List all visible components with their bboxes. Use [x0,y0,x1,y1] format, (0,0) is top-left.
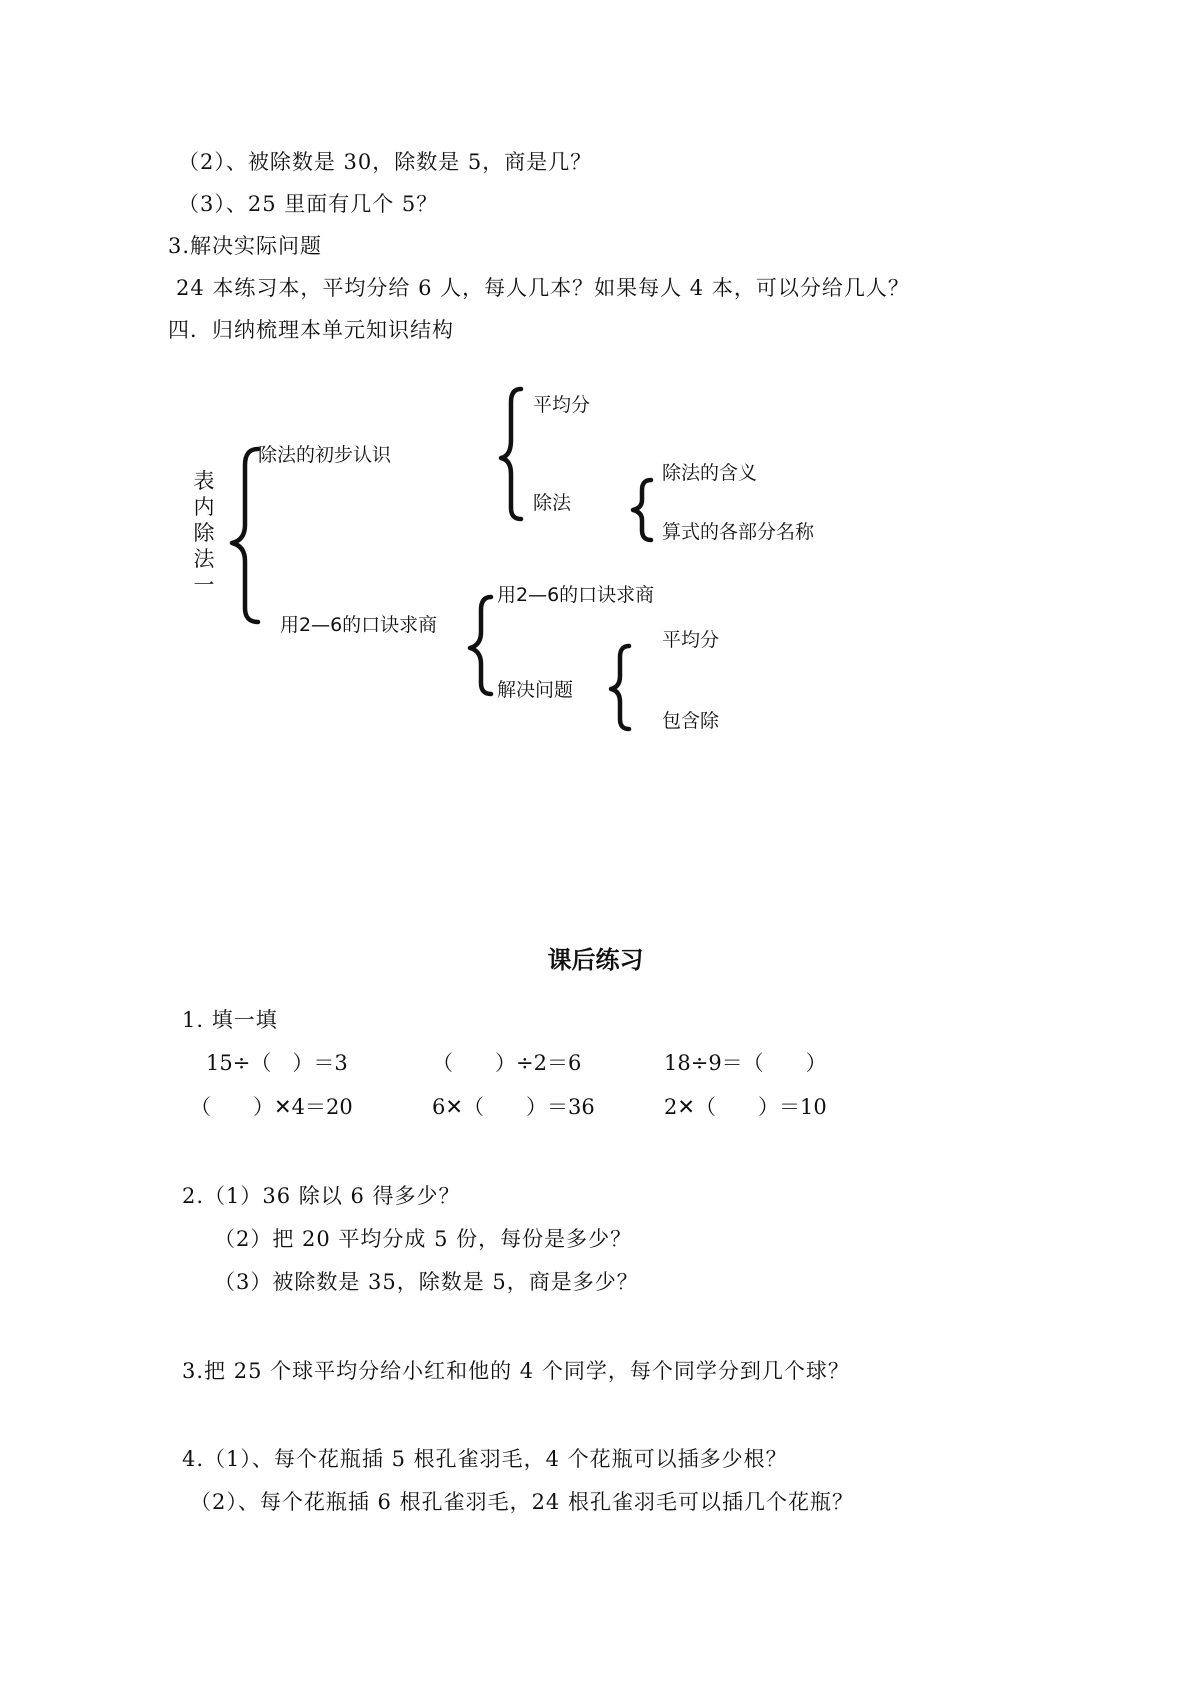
fill-blank-item: 18÷9＝（ ） [664,1051,827,1075]
tree-node: 除法 [533,492,572,514]
question-line: 3.把 25 个球平均分给小红和他的 4 个同学，每个同学分到几个球？ [182,1359,850,1383]
word-problem: 24 本练习本，平均分给 6 人，每人几本？如果每人 4 本，可以分给几人？ [176,276,910,300]
question-line: （2）、每个花瓶插 6 根孔雀羽毛，24 根孔雀羽毛可以插几个花瓶？ [190,1490,854,1514]
question-heading: 1. 填一填 [182,1008,278,1032]
tree-root-char: 表 [193,469,215,493]
problem-solving-brace [611,646,629,729]
section-heading: 四．归纳梳理本单元知识结构 [168,318,454,342]
fill-blank-item: 2✕（ ）＝10 [664,1095,827,1119]
fill-blank-item: 15÷（ ）＝3 [206,1051,348,1075]
tree-root-char: 法 [193,547,215,571]
question-line: 4.（1）、每个花瓶插 5 根孔雀羽毛，4 个花瓶可以插多少根？ [182,1447,788,1471]
tree-branch-label: 用2—6的口诀求商 [280,614,438,636]
tree-node: 平均分 [662,629,720,651]
tree-node: 包含除 [662,710,720,732]
branch1-brace [501,389,521,519]
tree-node: 除法的含义 [662,462,758,484]
division-brace [633,480,651,540]
section-heading: 3.解决实际问题 [168,234,323,258]
page-title: 课后练习 [547,946,644,974]
tree-node: 解决问题 [497,679,574,701]
root-brace [232,449,258,622]
fill-blank-item: （ ）÷2＝6 [432,1051,582,1075]
fill-blank-item: （ ）✕4＝20 [190,1095,353,1119]
tree-root-char: 除 [193,521,215,545]
tree-branch-label: 除法的初步认识 [258,444,392,466]
tree-root-char: 内 [193,495,215,519]
question-line: （3）被除数是 35，除数是 5，商是多少？ [214,1270,639,1294]
question-line: （3）、25 里面有几个 5？ [178,192,439,216]
question-line: （2）把 20 平均分成 5 份，每份是多少？ [214,1227,633,1251]
question-line: （2）、被除数是 30，除数是 5，商是几？ [178,150,593,174]
fill-blank-item: 6✕（ ）＝36 [432,1095,595,1119]
question-line: 2.（1）36 除以 6 得多少？ [182,1184,461,1208]
tree-node: 用2—6的口诀求商 [497,584,655,606]
tree-node: 平均分 [533,394,591,416]
branch2-brace [470,597,491,694]
tree-root-char: 一 [193,573,215,597]
tree-node: 算式的各部分名称 [662,521,815,543]
